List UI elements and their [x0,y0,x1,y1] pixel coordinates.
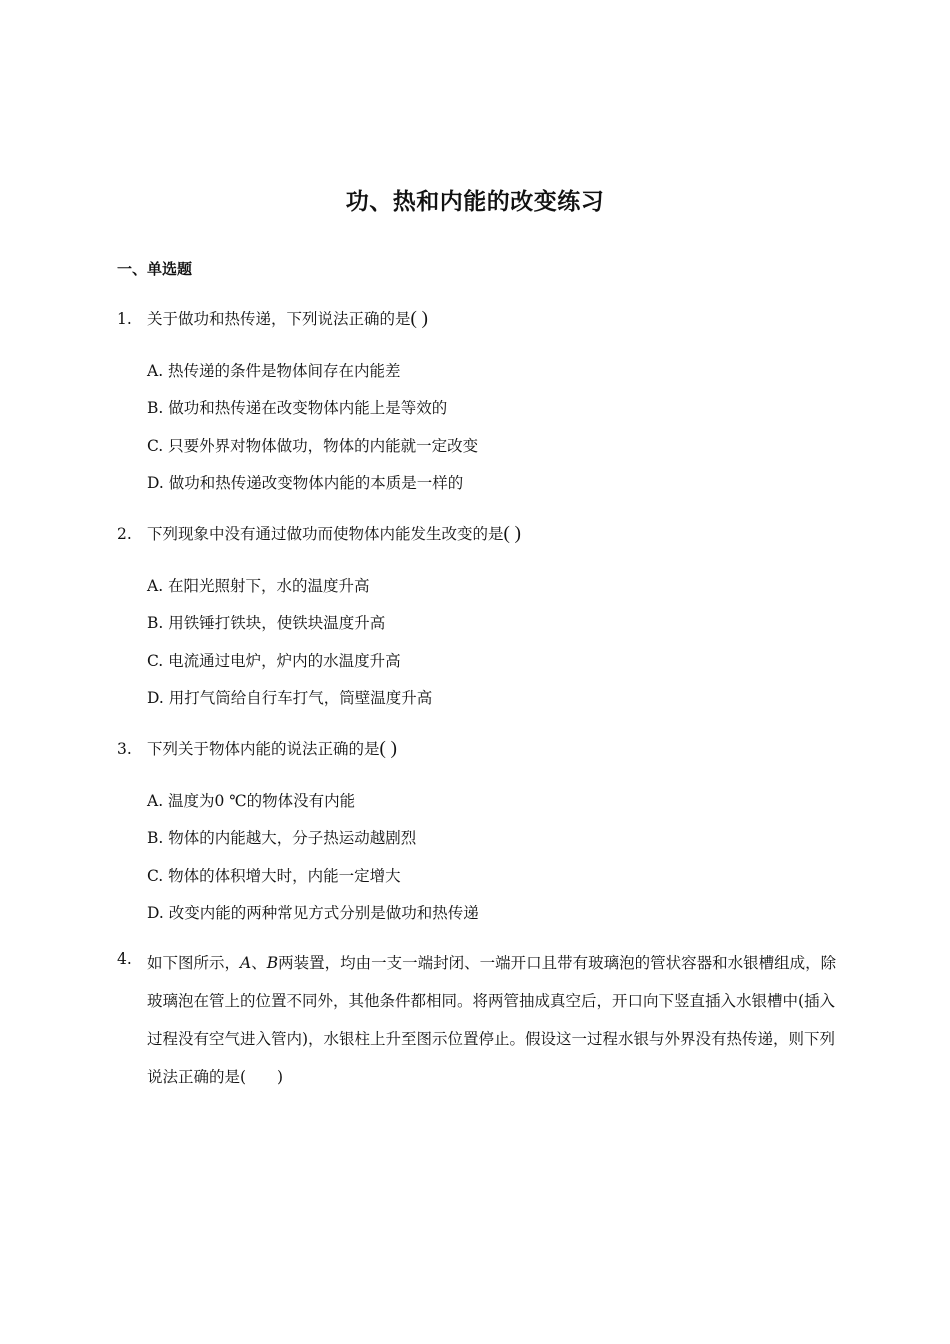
stem-text: 两装置，均由一支一端封闭、一端开口且带有玻璃泡的管状容器和水银槽组成，除玻璃泡在管上的位置不同外，其他条件都相同。将两管抽成真空后，开口向下竖直插入水银槽中(插入过程没有空气进入管内)，水银柱上升至图示位置停止。假设这一过程水银与外界没有热传递，则下列说法正确的是( ) [147,954,837,1086]
question-stem: 下列关于物体内能的说法正确的是 [147,740,380,758]
option-c: C. 只要外界对物体做功，物体的内能就一定改变 [147,437,479,455]
option-b: B. 物体的内能越大，分子热运动越剧烈 [147,829,417,847]
question-3 [117,737,397,760]
question-number: 2. [117,525,132,543]
section-heading: 一、单选题 [117,260,193,278]
option-a: A. 热传递的条件是物体间存在内能差 [147,362,401,380]
question-number: 4. [117,950,132,968]
answer-paren: ( ) [503,523,521,544]
option-b: B. 做功和热传递在改变物体内能上是等效的 [147,399,448,417]
option-d: D. 改变内能的两种常见方式分别是做功和热传递 [147,904,479,922]
variable-a: A [240,954,252,972]
separator: 、 [251,954,267,972]
question-stem [147,944,837,1096]
page-title: 功、热和内能的改变练习 [345,189,605,215]
option-c: C. 电流通过电炉，炉内的水温度升高 [147,652,401,670]
question-stem: 关于做功和热传递，下列说法正确的是 [147,310,411,328]
option-a: A. 温度为0 ℃的物体没有内能 [147,792,356,810]
option-b: B. 用铁锤打铁块，使铁块温度升高 [147,614,386,632]
question-stem: 下列现象中没有通过做功而使物体内能发生改变的是 [147,525,504,543]
stem-text: 如下图所示， [147,954,241,972]
answer-paren: ( ) [410,308,428,329]
option-d: D. 做功和热传递改变物体内能的本质是一样的 [147,474,464,492]
option-d: D. 用打气筒给自行车打气，筒壁温度升高 [147,689,433,707]
question-number: 3. [117,740,132,758]
answer-paren: ( ) [379,738,397,759]
question-number: 1. [117,310,132,328]
option-a: A. 在阳光照射下，水的温度升高 [147,577,370,595]
question-1 [117,307,428,330]
variable-b: B [266,954,279,972]
question-2 [117,522,521,545]
option-c: C. 物体的体积增大时，内能一定增大 [147,867,401,885]
